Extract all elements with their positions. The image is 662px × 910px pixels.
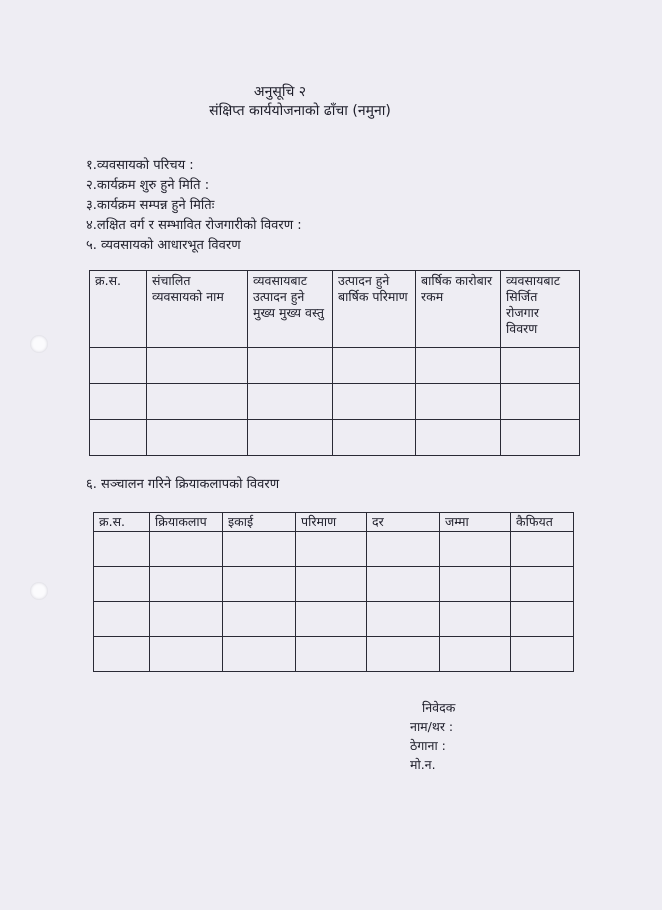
list-item: ४.लक्षित वर्ग र सम्भावित रोजगारीको विवरण : bbox=[86, 218, 302, 233]
table-cell[interactable] bbox=[367, 532, 440, 567]
signature-block bbox=[410, 698, 455, 774]
table-cell[interactable] bbox=[223, 567, 296, 602]
table-cell[interactable] bbox=[150, 637, 223, 672]
table-row bbox=[94, 532, 574, 567]
table-cell[interactable] bbox=[367, 567, 440, 602]
table-cell[interactable] bbox=[511, 637, 574, 672]
table-cell[interactable] bbox=[223, 602, 296, 637]
table-cell[interactable] bbox=[90, 420, 147, 456]
table-cell[interactable] bbox=[333, 420, 416, 456]
section-6-heading: ६. सञ्चालन गरिने क्रियाकलापको विवरण bbox=[86, 477, 280, 492]
table-cell[interactable] bbox=[501, 420, 580, 456]
table-cell[interactable] bbox=[94, 567, 150, 602]
table-header-row bbox=[94, 513, 574, 532]
table-cell[interactable] bbox=[501, 348, 580, 384]
table-cell[interactable] bbox=[94, 602, 150, 637]
table-row bbox=[90, 384, 580, 420]
table-cell[interactable] bbox=[94, 637, 150, 672]
punch-hole bbox=[30, 582, 48, 600]
column-header: संचालित व्यवसायको नाम bbox=[147, 271, 248, 348]
column-header: व्यवसायबाट उत्पादन हुने मुख्य मुख्य वस्तु bbox=[248, 271, 333, 348]
column-header: क्रियाकलाप bbox=[150, 513, 223, 532]
table-cell[interactable] bbox=[296, 532, 367, 567]
table-cell[interactable] bbox=[150, 602, 223, 637]
table-cell[interactable] bbox=[248, 384, 333, 420]
applicant-label: निवेदक bbox=[422, 700, 456, 715]
document-title: अनुसूचि २ bbox=[253, 84, 307, 100]
list-item: २.कार्यक्रम शुरु हुने मिति : bbox=[86, 178, 210, 193]
document-subtitle: संक्षिप्त कार्ययोजनाको ढाँचा (नमुना) bbox=[209, 103, 391, 119]
column-header: क्र.स. bbox=[90, 271, 147, 348]
name-field-label: नाम/थर : bbox=[410, 719, 454, 734]
column-header: बार्षिक कारोबार रकम bbox=[416, 271, 501, 348]
column-header: जम्मा bbox=[440, 513, 511, 532]
table-row bbox=[94, 602, 574, 637]
column-header: दर bbox=[367, 513, 440, 532]
column-header: परिमाण bbox=[296, 513, 367, 532]
list-item: ३.कार्यक्रम सम्पन्न हुने मितिः bbox=[86, 198, 215, 213]
table-cell[interactable] bbox=[440, 637, 511, 672]
table-cell[interactable] bbox=[501, 384, 580, 420]
table-cell[interactable] bbox=[440, 532, 511, 567]
column-header: इकाई bbox=[223, 513, 296, 532]
column-header: कैफियत bbox=[511, 513, 574, 532]
table-cell[interactable] bbox=[511, 532, 574, 567]
table-cell[interactable] bbox=[333, 348, 416, 384]
table-cell[interactable] bbox=[147, 420, 248, 456]
activity-details-table bbox=[93, 512, 574, 672]
table-cell[interactable] bbox=[147, 348, 248, 384]
list-item: ५. व्यवसायको आधारभूत विवरण bbox=[86, 238, 241, 253]
table-cell[interactable] bbox=[90, 348, 147, 384]
table-cell[interactable] bbox=[367, 602, 440, 637]
punch-hole bbox=[30, 335, 48, 353]
mobile-field-label: मो.न. bbox=[410, 757, 436, 772]
table-cell[interactable] bbox=[296, 602, 367, 637]
table-cell[interactable] bbox=[333, 384, 416, 420]
table-row bbox=[94, 637, 574, 672]
table-cell[interactable] bbox=[511, 602, 574, 637]
table-row bbox=[94, 567, 574, 602]
table-cell[interactable] bbox=[248, 348, 333, 384]
table-cell[interactable] bbox=[416, 384, 501, 420]
info-list bbox=[86, 156, 302, 256]
column-header: व्यवसायबाट सिर्जित रोजगार विवरण bbox=[501, 271, 580, 348]
table-cell[interactable] bbox=[90, 384, 147, 420]
table-cell[interactable] bbox=[248, 420, 333, 456]
table-cell[interactable] bbox=[94, 532, 150, 567]
column-header: उत्पादन हुने बार्षिक परिमाण bbox=[333, 271, 416, 348]
table-cell[interactable] bbox=[223, 532, 296, 567]
table-cell[interactable] bbox=[440, 602, 511, 637]
table-cell[interactable] bbox=[367, 637, 440, 672]
business-details-table bbox=[89, 270, 580, 456]
table-cell[interactable] bbox=[150, 532, 223, 567]
table-cell[interactable] bbox=[416, 420, 501, 456]
table-cell[interactable] bbox=[440, 567, 511, 602]
table-cell[interactable] bbox=[150, 567, 223, 602]
address-field-label: ठेगाना : bbox=[410, 738, 446, 753]
table-cell[interactable] bbox=[296, 637, 367, 672]
table-cell[interactable] bbox=[296, 567, 367, 602]
column-header: क्र.स. bbox=[94, 513, 150, 532]
table-header-row bbox=[90, 271, 580, 348]
table-cell[interactable] bbox=[511, 567, 574, 602]
table-row bbox=[90, 420, 580, 456]
table-row bbox=[90, 348, 580, 384]
table-cell[interactable] bbox=[416, 348, 501, 384]
table-cell[interactable] bbox=[147, 384, 248, 420]
table-cell[interactable] bbox=[223, 637, 296, 672]
list-item: १.व्यवसायको परिचय : bbox=[86, 158, 194, 173]
